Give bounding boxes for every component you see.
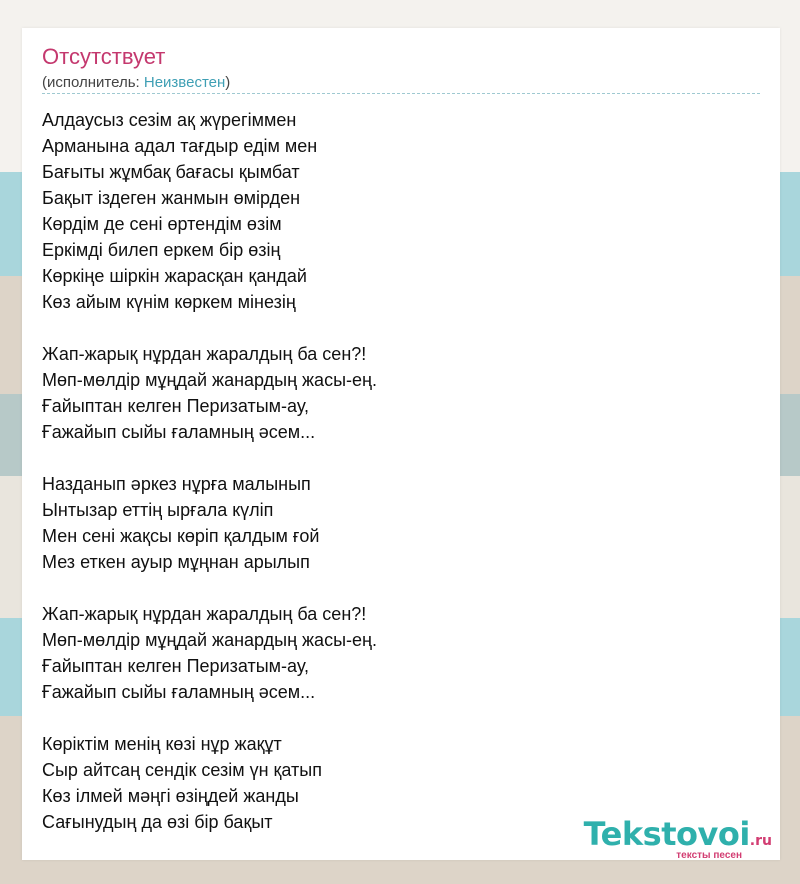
site-logo[interactable] [583, 815, 772, 861]
lyric-line: Жап-жарық нұрдан жаралдың ба сен?! [42, 604, 367, 624]
lyric-line: Сағынудың да өзі бір бақыт [42, 812, 273, 832]
lyric-line: Көрдім де сені өртендім өзім [42, 214, 282, 234]
lyric-line: Ынтызар еттің ырғала күліп [42, 500, 274, 520]
lyric-line: Ғажайып сыйы ғаламның әсем... [42, 682, 316, 702]
lyric-line: Көріктім менің көзі нұр жақұт [42, 734, 282, 754]
logo-tagline: тексты песен [676, 850, 742, 861]
artist-link[interactable]: Неизвестен [143, 74, 226, 91]
stanza-gap [42, 315, 742, 341]
lyric-line: Мен сені жақсы көріп қалдым ғой [42, 526, 320, 546]
lyric-line: Мөп-мөлдір мұңдай жанардың жасы-ең. [42, 630, 377, 650]
lyric-line: Ғайыптан келген Перизатым-ау, [42, 396, 310, 416]
lyric-line: Арманына адал тағдыр едім мен [42, 136, 318, 156]
lyric-line: Бағыты жұмбақ бағасы қымбат [42, 162, 300, 182]
lyric-line: Көркіңе шіркін жарасқан қандай [42, 266, 307, 286]
lyric-line: Мез еткен ауыр мұңнан арылып [42, 552, 310, 572]
lyrics-card [22, 28, 780, 860]
lyric-line: Жап-жарық нұрдан жаралдың ба сен?! [42, 344, 367, 364]
artist-line [42, 74, 230, 91]
lyric-line: Бақыт іздеген жанмын өмірден [42, 188, 301, 208]
lyric-line: Көз ілмей мәңгі өзіңдей жанды [42, 786, 299, 806]
lyric-line: Мөп-мөлдір мұңдай жанардың жасы-ең. [42, 370, 377, 390]
lyric-line: Еркімді билеп еркем бір өзің [42, 240, 281, 260]
artist-suffix: ) [225, 74, 231, 91]
song-title: Отсутствует [42, 44, 166, 69]
lyric-line: Алдаусыз сезім ақ жүрегіммен [42, 110, 297, 130]
stanza-gap [42, 705, 742, 731]
lyric-line: Көз айым күнім көркем мінезің [42, 292, 296, 312]
lyric-line: Ғайыптан келген Перизатым-ау, [42, 656, 310, 676]
logo-name: Tekstovoi [583, 815, 750, 853]
logo-tld: .ru [749, 833, 772, 849]
artist-prefix: (исполнитель: [42, 74, 144, 91]
stanza-gap [42, 575, 742, 601]
stanza-gap [42, 445, 742, 471]
lyrics-body [42, 107, 742, 835]
lyric-line: Ғажайып сыйы ғаламның әсем... [42, 422, 316, 442]
lyric-line: Сыр айтсаң сендік сезім үн қатып [42, 760, 322, 780]
divider [42, 93, 760, 94]
lyric-line: Назданып әркез нұрға малынып [42, 474, 311, 494]
